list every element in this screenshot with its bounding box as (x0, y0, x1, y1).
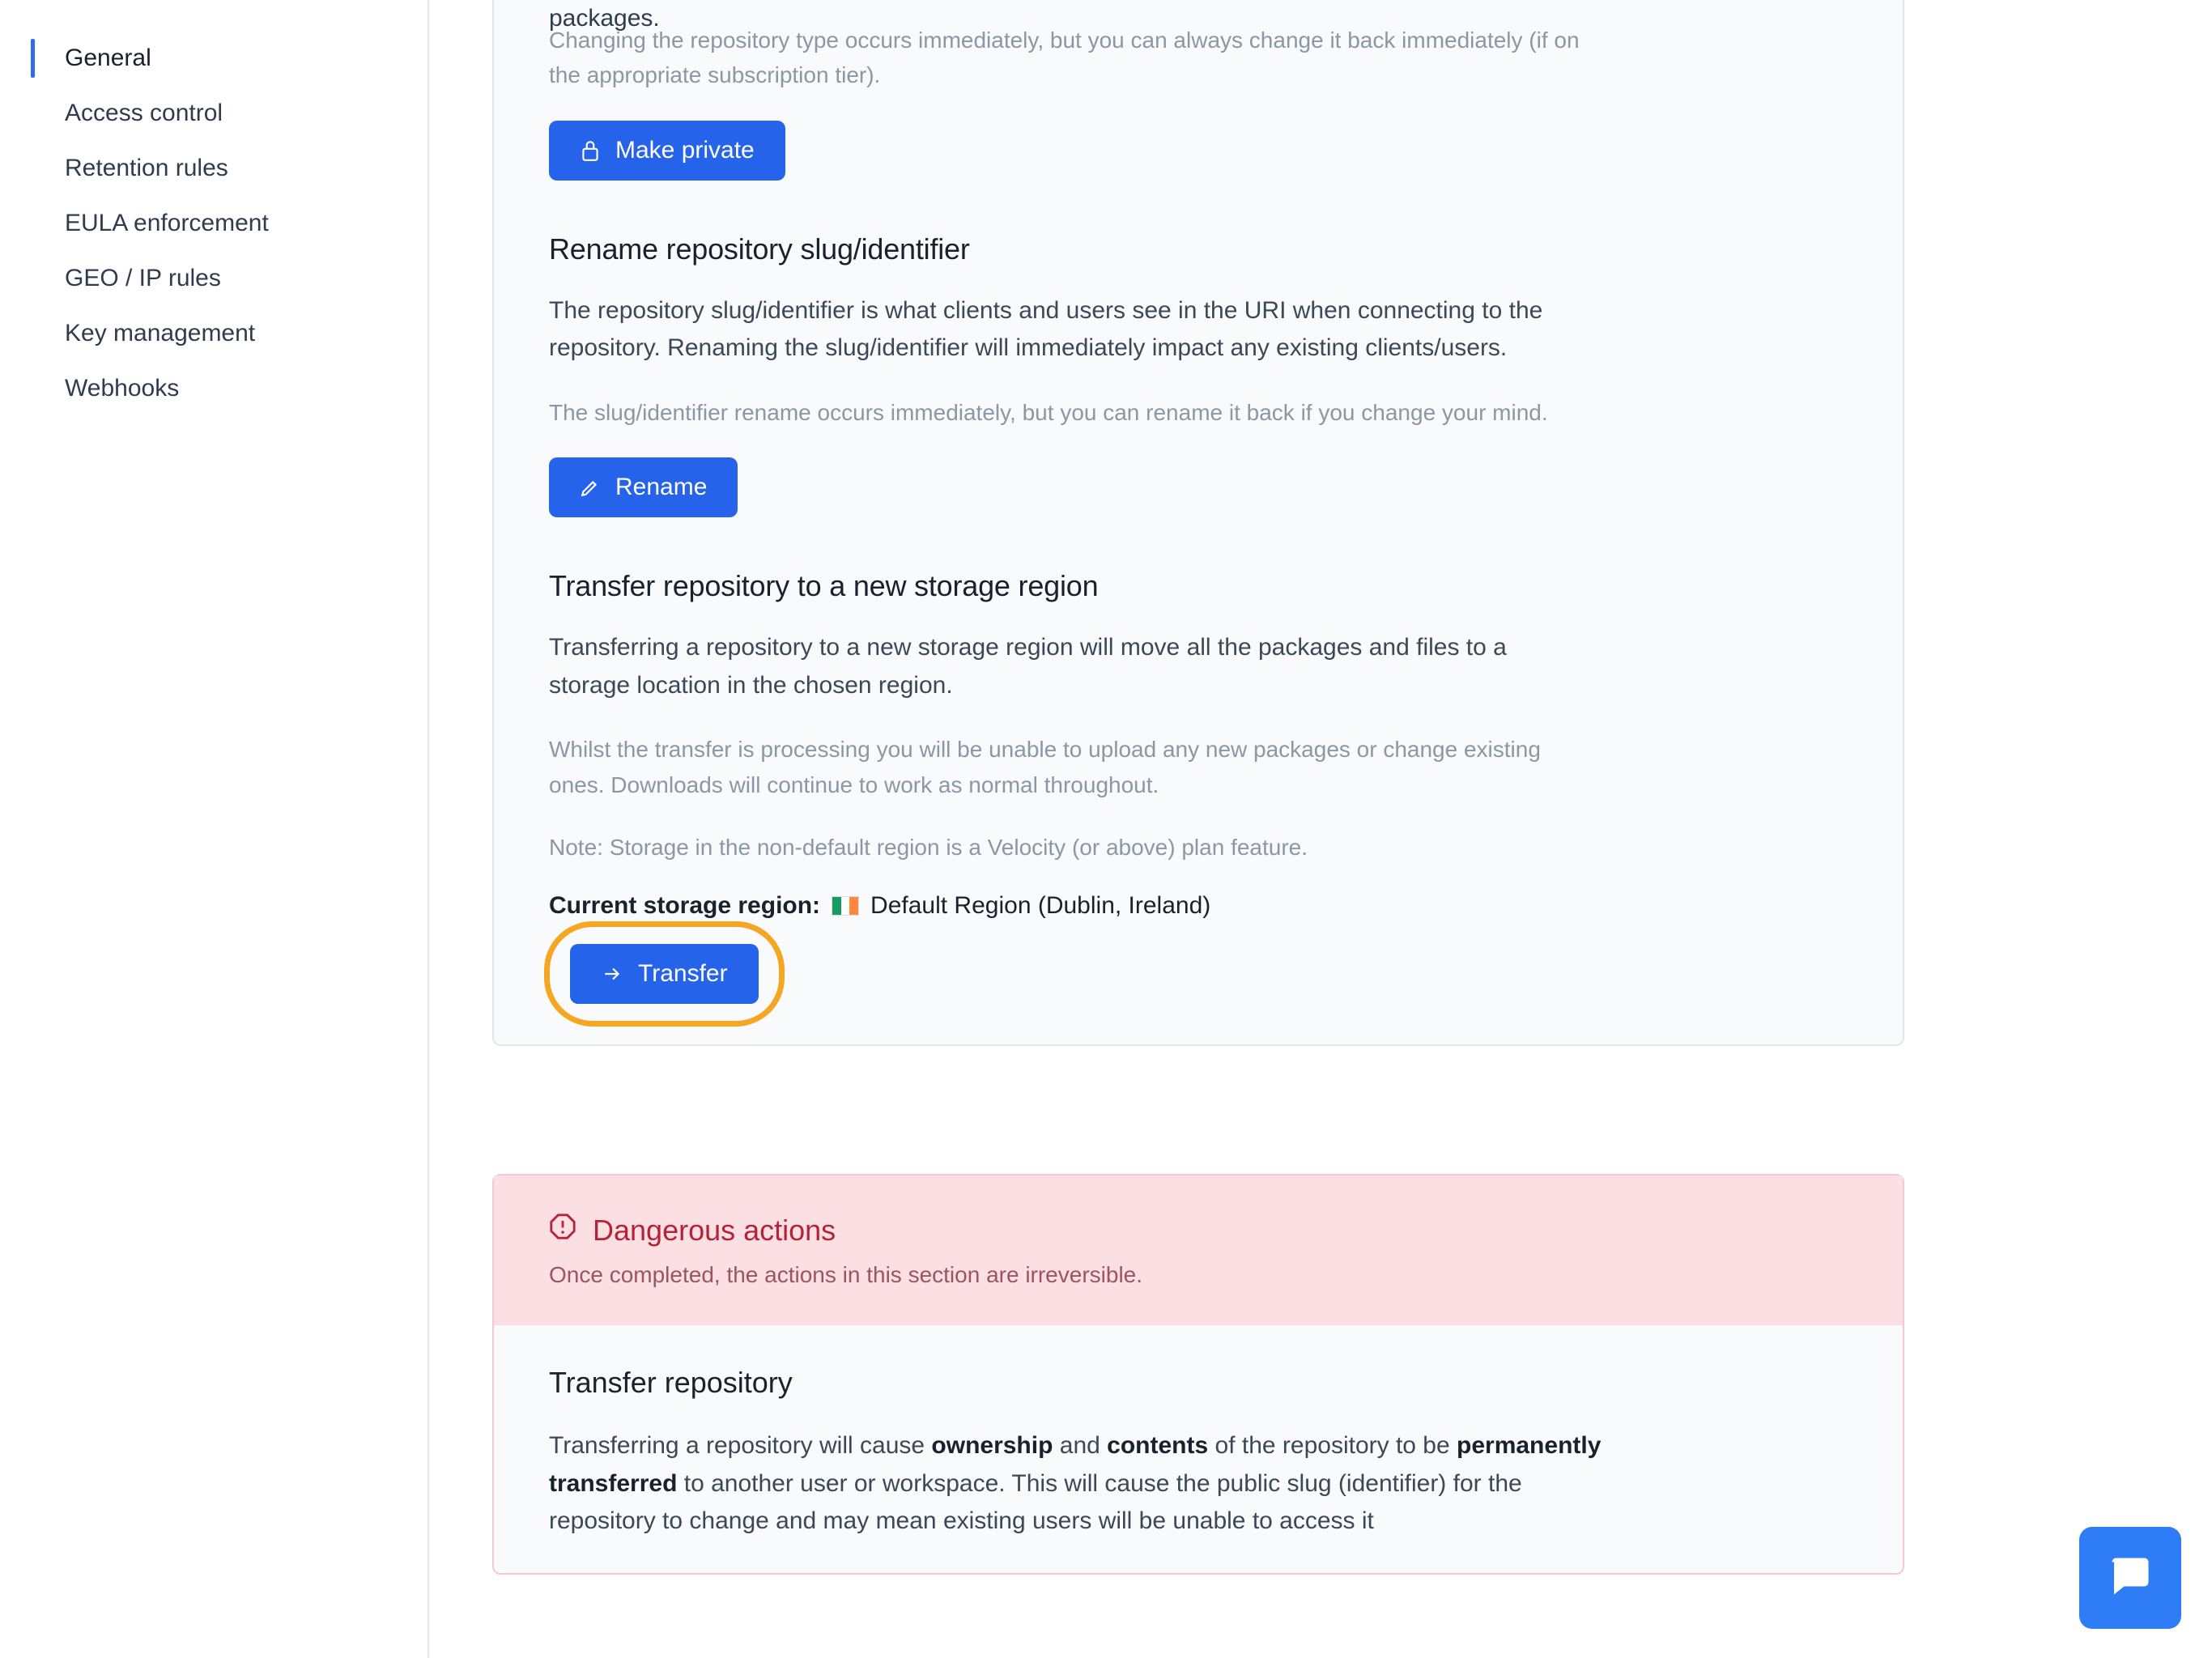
ireland-flag-icon (832, 896, 859, 916)
dangerous-actions-title: Dangerous actions (593, 1213, 836, 1247)
sidebar-item-geo-ip-rules[interactable] (0, 251, 428, 306)
arrow-right-icon (601, 963, 623, 984)
rename-section-title: Rename repository slug/identifier (549, 232, 970, 266)
transfer-region-note-1: Whilst the transfer is processing you will be unable to upload any new packages or change existing ones. Downloads will continue to work as normal throughout. (549, 737, 1541, 797)
alert-octagon-icon (549, 1213, 576, 1248)
sidebar-item-label: General (65, 45, 151, 71)
sidebar-item-label: EULA enforcement (65, 210, 269, 236)
dangerous-actions-header (494, 1175, 1903, 1325)
sidebar-item-label: Retention rules (65, 155, 228, 181)
rename-description: The repository slug/identifier is what clients and users see in the URI when connecting to the repository. Renaming the slug/identifier will immediately impact any existing clients/users. (549, 296, 1543, 362)
chat-bubble-icon (2106, 1552, 2155, 1605)
sidebar-item-label: Webhooks (65, 375, 180, 402)
sidebar-item-label: GEO / IP rules (65, 265, 221, 291)
transfer-region-note-2: Note: Storage in the non-default region is a Velocity (or above) plan feature. (549, 834, 1308, 860)
current-storage-region (549, 892, 1848, 920)
make-private-button[interactable] (549, 121, 785, 181)
rename-button[interactable] (549, 457, 738, 517)
make-private-note: Changing the repository type occurs immediately, but you can always change it back immediately (if on the appropriate subscription tier). (549, 28, 1580, 88)
transfer-region-button[interactable] (570, 944, 759, 1004)
rename-note: The slug/identifier rename occurs immediately, but you can rename it back if you change your mind. (549, 399, 1548, 425)
sidebar-item-webhooks[interactable] (0, 361, 428, 416)
dangerous-actions-card (492, 1174, 1904, 1575)
transfer-region-description: Transferring a repository to a new storage region will move all the packages and files to a storage location in the chosen region. (549, 634, 1507, 699)
rename-button-wrap (549, 457, 1848, 517)
rename-button-label: Rename (615, 474, 708, 501)
lock-icon (580, 138, 601, 163)
current-storage-region-label: Current storage region: (549, 892, 821, 920)
settings-main (429, 0, 2212, 1658)
transfer-region-button-label: Transfer (638, 960, 728, 988)
sidebar-item-general[interactable] (0, 31, 428, 86)
dangerous-actions-title-row (549, 1213, 1848, 1248)
transfer-region-section-title: Transfer repository to a new storage region (549, 569, 1099, 603)
sidebar-item-retention-rules[interactable] (0, 141, 428, 196)
sidebar-item-label: Access control (65, 100, 223, 126)
sidebar-item-label: Key management (65, 320, 256, 346)
general-settings-card (492, 0, 1904, 1046)
sidebar-item-key-management[interactable] (0, 306, 428, 361)
make-private-button-wrap (549, 121, 1848, 181)
transfer-repository-description: Transferring a repository will cause ownership and contents of the repository to be permanently transferred to another user or workspace. This will cause the public slug (identifier) for the repository to change and may mean existing users will be unable to access it (549, 1432, 1602, 1535)
transfer-repository-title: Transfer repository (549, 1366, 793, 1400)
pencil-icon (580, 476, 601, 499)
dangerous-actions-subtitle: Once completed, the actions in this section are irreversible. (549, 1262, 1143, 1288)
make-private-button-label: Make private (615, 136, 755, 164)
chat-widget-button[interactable] (2079, 1527, 2181, 1629)
dangerous-actions-body (494, 1325, 1903, 1573)
current-storage-region-value: Default Region (Dublin, Ireland) (870, 892, 1211, 920)
sidebar-item-eula-enforcement[interactable] (0, 196, 428, 251)
sidebar-item-access-control[interactable] (0, 86, 428, 141)
settings-sidebar (0, 0, 429, 1658)
clipped-text: packages. (549, 5, 660, 32)
transfer-button-highlight (570, 944, 759, 1004)
